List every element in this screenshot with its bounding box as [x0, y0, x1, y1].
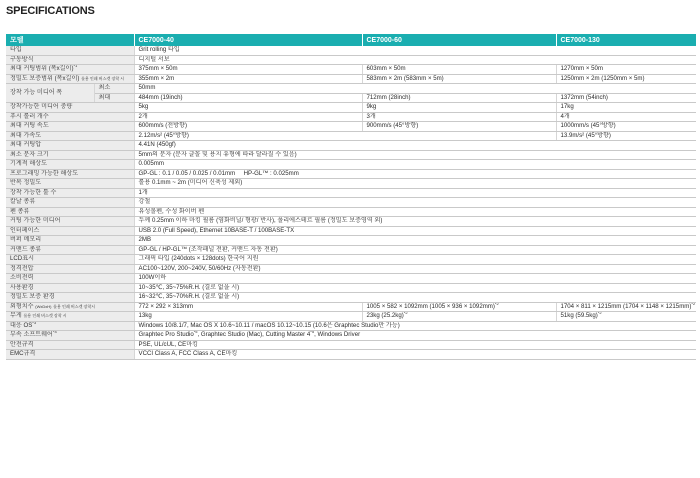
table-row: [6, 274, 696, 284]
row-value: [134, 331, 696, 341]
table-row: [6, 283, 696, 293]
footnote-mark: *2: [691, 302, 696, 306]
row-value: Windows 10/8.1/7, Mac OS X 10.6~10.11 / macOS 10.12~10.15 (10.6은 Graphtec Studio만 가능): [134, 321, 696, 331]
row-label: LCD표시: [6, 255, 134, 265]
header-ce7000-130: CE7000-130: [556, 34, 696, 46]
row-value: 0.005mm: [134, 160, 696, 170]
value-ce7000-40: 375mm × 50m: [134, 65, 362, 75]
value-text: 1704 × 811 × 1215mm (1704 × 1148 × 1215mm): [560, 302, 692, 310]
row-label: [6, 331, 134, 341]
row-value: GP-GL : 0.1 / 0.05 / 0.025 / 0.01mm HP-GL™ : 0.025mm: [134, 169, 696, 179]
label-text: 외형치수: [10, 302, 34, 310]
label-text: 정밀도 보증범위 (폭x길이): [10, 74, 80, 82]
value-ce7000-60: 583mm × 2m (583mm × 5m): [362, 74, 556, 84]
row-label: 소비전력: [6, 274, 134, 284]
page-title: SPECIFICATIONS: [6, 5, 95, 17]
footnote-mark: *5: [310, 330, 315, 335]
value-ce7000-130: [556, 302, 696, 312]
value-ce7000-40: 5kg: [134, 103, 362, 113]
label-note: 롤용 인쇄 버스켓 장착 시: [81, 75, 125, 81]
footnote-mark: *2: [403, 311, 408, 316]
row-value: 5mm의 문자 (문자 글꼴 및 용지 유형에 따라 달라질 수 있음): [134, 150, 696, 160]
row-value: 16~32℃, 35~70%R.H. (결로 없을 시): [134, 293, 696, 303]
row-label: 타입: [6, 46, 134, 55]
row-sublabel: 최대: [94, 93, 134, 103]
row-sublabel: 최소: [94, 84, 134, 94]
table-row: [6, 46, 696, 55]
table-row: [6, 312, 696, 322]
value-ce7000-130: 4개: [556, 112, 696, 122]
value-ce7000-60: 3개: [362, 112, 556, 122]
footnote-mark: *2: [494, 302, 499, 306]
value-text: , Graphtec Studio (Mac), Cutting Master 4: [197, 331, 311, 339]
table-row: [6, 236, 696, 246]
row-value: VCCI Class A, FCC Class A, CE마킹: [134, 350, 696, 360]
row-label: 장착 가능 미디어 폭: [6, 84, 94, 103]
value-ce7000-60: 712mm (28inch): [362, 93, 556, 103]
footnote-mark: *1: [73, 64, 78, 69]
header-model: 모델: [6, 34, 134, 46]
table-row: [6, 141, 696, 151]
row-value: 그래픽 타입 (240dots × 128dots) 한국어 지원: [134, 255, 696, 265]
row-label: 정격전압: [6, 264, 134, 274]
row-label: [6, 65, 134, 75]
row-label: [6, 312, 134, 322]
row-value: AC100~120V, 200~240V, 50/60Hz (자동전환): [134, 264, 696, 274]
table-row: [6, 65, 696, 75]
table-row: [6, 84, 696, 94]
row-label: 푸시 롤러 개수: [6, 112, 134, 122]
value-ce7000-130: 1000mm/s (45°방향): [556, 122, 696, 132]
row-label: 최소 문자 크기: [6, 150, 134, 160]
value-text: , Windows Driver: [314, 331, 361, 339]
table-row: [6, 293, 696, 303]
row-value: 1개: [134, 188, 696, 198]
footnote-mark: *4: [52, 330, 57, 335]
value-text: 1005 × 582 × 1092mm (1005 × 936 × 1092mm): [366, 302, 495, 310]
row-value: 롤용 0.1mm ~ 2m (미디어 신축성 제외): [134, 179, 696, 189]
table-row: [6, 226, 696, 236]
value-ce7000-130: 1250mm × 2m (1250mm × 5m): [556, 74, 696, 84]
table-row: [6, 55, 696, 65]
table-row: [6, 150, 696, 160]
table-row: [6, 93, 696, 103]
row-label: 사용환경: [6, 283, 134, 293]
label-note: (WxDxH): [35, 303, 52, 309]
value-ce7000-40: 355mm × 2m: [134, 74, 362, 84]
label-note: 롤용 인쇄 버스켓 장착 시: [23, 313, 67, 319]
footnote-mark: *2: [597, 311, 602, 316]
table-row: [6, 207, 696, 217]
row-value: 강철: [134, 198, 696, 208]
label-text: 무게: [10, 312, 22, 320]
row-value: PSE, UL/cUL, CE마킹: [134, 340, 696, 350]
table-row: [6, 74, 696, 84]
table-row: [6, 112, 696, 122]
value-ce7000-40: 13kg: [134, 312, 362, 322]
table-row: [6, 321, 696, 331]
value-ce7000-60: [362, 302, 556, 312]
value-ce7000-40: 772 × 292 × 313mm: [134, 302, 362, 312]
row-value: 100W이하: [134, 274, 696, 284]
header-ce7000-40: CE7000-40: [134, 34, 362, 46]
row-value: 2MB: [134, 236, 696, 246]
row-label: EMC규격: [6, 350, 134, 360]
row-value: 4.41N (450gf): [134, 141, 696, 151]
row-label: 칼날 종류: [6, 198, 134, 208]
value-text: 51kg (59.5kg): [560, 312, 598, 320]
label-note: 롤용 인쇄 버스켓 장착시: [53, 303, 96, 309]
row-label: 최대 커팅 속도: [6, 122, 134, 132]
value-ce7000-130: 13.9m/s² (45°방향): [556, 131, 696, 141]
table-row: [6, 169, 696, 179]
value-ce7000-60: [362, 312, 556, 322]
value-ce7000-60: 900mm/s (45°방향): [362, 122, 556, 132]
row-value: Grit rolling 타입: [134, 46, 696, 55]
row-label: 최대 커팅압: [6, 141, 134, 151]
value-ce7000-60: 603mm × 50m: [362, 65, 556, 75]
value-ce7000-40-60: 2.12m/s² (45°방향): [134, 131, 556, 141]
table-row: [6, 350, 696, 360]
table-row: [6, 160, 696, 170]
footnote-mark: *3: [32, 321, 37, 325]
header-ce7000-60: CE7000-60: [362, 34, 556, 46]
row-label: 인터페이스: [6, 226, 134, 236]
value-text: 23kg (25.2kg): [366, 312, 404, 320]
row-label: 장착 가능한 툴 수: [6, 188, 134, 198]
value-ce7000-40: 600mm/s (전방향): [134, 122, 362, 132]
table-row: [6, 340, 696, 350]
table-row: [6, 331, 696, 341]
row-value: 유성볼펜, 수성 화이버 펜: [134, 207, 696, 217]
row-label: [6, 302, 134, 312]
row-value: 디지털 서보: [134, 55, 696, 65]
row-label: 프로그래밍 가능한 해상도: [6, 169, 134, 179]
table-row: [6, 255, 696, 265]
table-row: [6, 198, 696, 208]
table-header: [6, 34, 696, 46]
row-label: 반복 정밀도: [6, 179, 134, 189]
row-label: 안전규격: [6, 340, 134, 350]
value-ce7000-130: 1372mm (54inch): [556, 93, 696, 103]
row-label: [6, 321, 134, 331]
row-label: 최대 가속도: [6, 131, 134, 141]
label-text: 최대 커팅범위 (폭x길이): [10, 65, 74, 73]
row-label: 정밀도 보증 환경: [6, 293, 134, 303]
row-value: 두께 0.25mm 이하 마킹 필름 (염화비닐/ 형광/ 반사), 폴리에스테르 필름 (정밀도 보증영역 외): [134, 217, 696, 227]
row-label: 장착가능한 미디어 중량: [6, 103, 134, 113]
label-text: 부속 소프트웨어: [10, 331, 53, 339]
row-value: GP-GL / HP-GL™ (조작패널 전환, 커맨드 자동 전환): [134, 245, 696, 255]
spec-table: [6, 34, 696, 360]
label-text: 대응 OS: [10, 321, 33, 329]
table-row: [6, 245, 696, 255]
row-value: USB 2.0 (Full Speed), Ethernet 10BASE-T / 100BASE-TX: [134, 226, 696, 236]
value-ce7000-130: [556, 312, 696, 322]
table-row: [6, 188, 696, 198]
table-row: [6, 122, 696, 132]
row-label: 기계적 해상도: [6, 160, 134, 170]
value-text: Graphtec Pro Studio: [138, 331, 194, 339]
row-label: 버퍼 메모리: [6, 236, 134, 246]
value-ce7000-60: 9kg: [362, 103, 556, 113]
row-label: 펜 종류: [6, 207, 134, 217]
table-row: [6, 103, 696, 113]
row-label: 커팅 가능한 미디어: [6, 217, 134, 227]
row-label: 커맨드 종류: [6, 245, 134, 255]
table-row: [6, 217, 696, 227]
table-row: [6, 179, 696, 189]
table-row: [6, 264, 696, 274]
value-ce7000-130: 17kg: [556, 103, 696, 113]
value-ce7000-130: 1270mm × 50m: [556, 65, 696, 75]
value-ce7000-40: 484mm (19inch): [134, 93, 362, 103]
row-label: [6, 74, 134, 84]
table-row: [6, 302, 696, 312]
row-value: 10~35℃, 35~75%R.H. (결로 없을 시): [134, 283, 696, 293]
value-ce7000-40: 2개: [134, 112, 362, 122]
table-row: [6, 131, 696, 141]
footnote-mark: *5: [193, 330, 198, 335]
row-label: 구동방식: [6, 55, 134, 65]
row-value: 50mm: [134, 84, 696, 94]
